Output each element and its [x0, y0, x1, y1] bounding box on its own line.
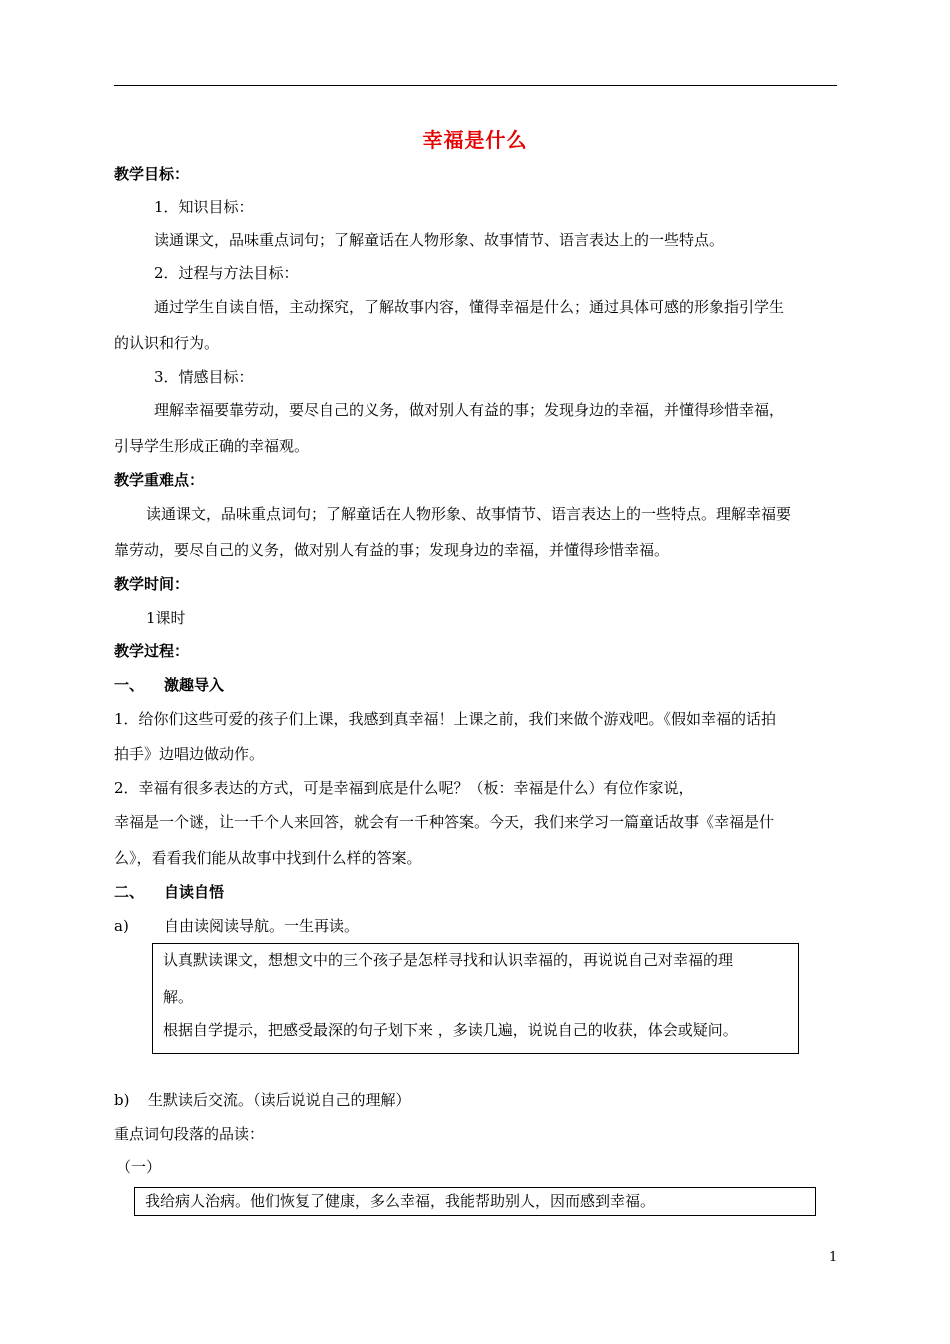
time-value: 1课时	[146, 609, 186, 627]
part2-number: 二、	[114, 883, 145, 901]
key-points-heading: 教学重难点：	[114, 471, 205, 489]
focus-heading: 重点词句段落的品读：	[114, 1125, 265, 1143]
key-points-line1: 读通课文，品味重点词句；了解童话在人物形象、故事情节、语言表达上的一些特点。理解幸福要	[146, 505, 792, 523]
header-rule	[114, 85, 837, 86]
self-study-prompt-box	[152, 943, 799, 1054]
part1-paragraph2-line1: 2．幸福有很多表达的方式，可是幸福到底是什么呢？（板：幸福是什么）有位作家说，	[114, 779, 694, 797]
objectives-heading: 教学目标：	[114, 165, 190, 183]
quote-box	[134, 1187, 816, 1216]
key-points-line2: 靠劳动，要尽自己的义务，做对别人有益的事；发现身边的幸福，并懂得珍惜幸福。	[114, 541, 670, 559]
part1-paragraph2-line3: 么》，看看我们能从故事中找到什么样的答案。	[114, 849, 422, 867]
emotion-text-line2: 引导学生形成正确的幸福观。	[114, 437, 310, 455]
quote-box-text: 我给病人治病。他们恢复了健康，多么幸福，我能帮助别人，因而感到幸福。	[145, 1192, 656, 1210]
part1-number: 一、	[114, 676, 145, 694]
part2-title: 自读自悟	[164, 883, 225, 901]
item-b-label: b)	[114, 1091, 130, 1109]
emotion-heading: 3．情感目标：	[154, 368, 254, 386]
prompt-box-line2: 解。	[163, 988, 194, 1006]
prompt-box-line1: 认真默读课文，想想文中的三个孩子是怎样寻找和认识幸福的，再说说自己对幸福的理	[163, 951, 734, 969]
page-title: 幸福是什么	[422, 128, 528, 152]
part1-paragraph1-line2: 拍手》边唱边做动作。	[114, 745, 265, 763]
knowledge-heading: 1．知识目标：	[154, 198, 254, 216]
page-number: 1	[829, 1250, 838, 1265]
process-text-line1: 通过学生自读自悟，主动探究，了解故事内容，懂得幸福是什么；通过具体可感的形象指引学生	[154, 298, 785, 316]
prompt-box-line3: 根据自学提示，把感受最深的句子划下来 ，多读几遍，说说自己的收获，体会或疑问。	[163, 1021, 738, 1039]
subsection-one-label: （一）	[116, 1158, 162, 1176]
time-heading: 教学时间：	[114, 575, 190, 593]
part1-paragraph1-line1: 1．给你们这些可爱的孩子们上课，我感到真幸福！上课之前，我们来做个游戏吧。《假如幸福的话拍	[114, 710, 777, 728]
part1-paragraph2-line2: 幸福是一个谜，让一千个人来回答，就会有一千种答案。今天，我们来学习一篇童话故事《幸福是什	[114, 813, 775, 831]
process-section-heading: 教学过程：	[114, 642, 190, 660]
process-text-line2: 的认识和行为。	[114, 334, 220, 352]
process-heading: 2．过程与方法目标：	[154, 264, 299, 282]
item-a-text: 自由读阅读导航。一生再读。	[164, 917, 360, 935]
knowledge-text: 读通课文，品味重点词句；了解童话在人物形象、故事情节、语言表达上的一些特点。	[154, 231, 725, 249]
item-b-text: 生默读后交流。（读后说说自己的理解）	[148, 1091, 411, 1109]
emotion-text-line1: 理解幸福要靠劳动，要尽自己的义务，做对别人有益的事；发现身边的幸福，并懂得珍惜幸福，	[154, 401, 785, 419]
item-a-label: a)	[114, 917, 129, 935]
part1-title: 激趣导入	[164, 676, 225, 694]
